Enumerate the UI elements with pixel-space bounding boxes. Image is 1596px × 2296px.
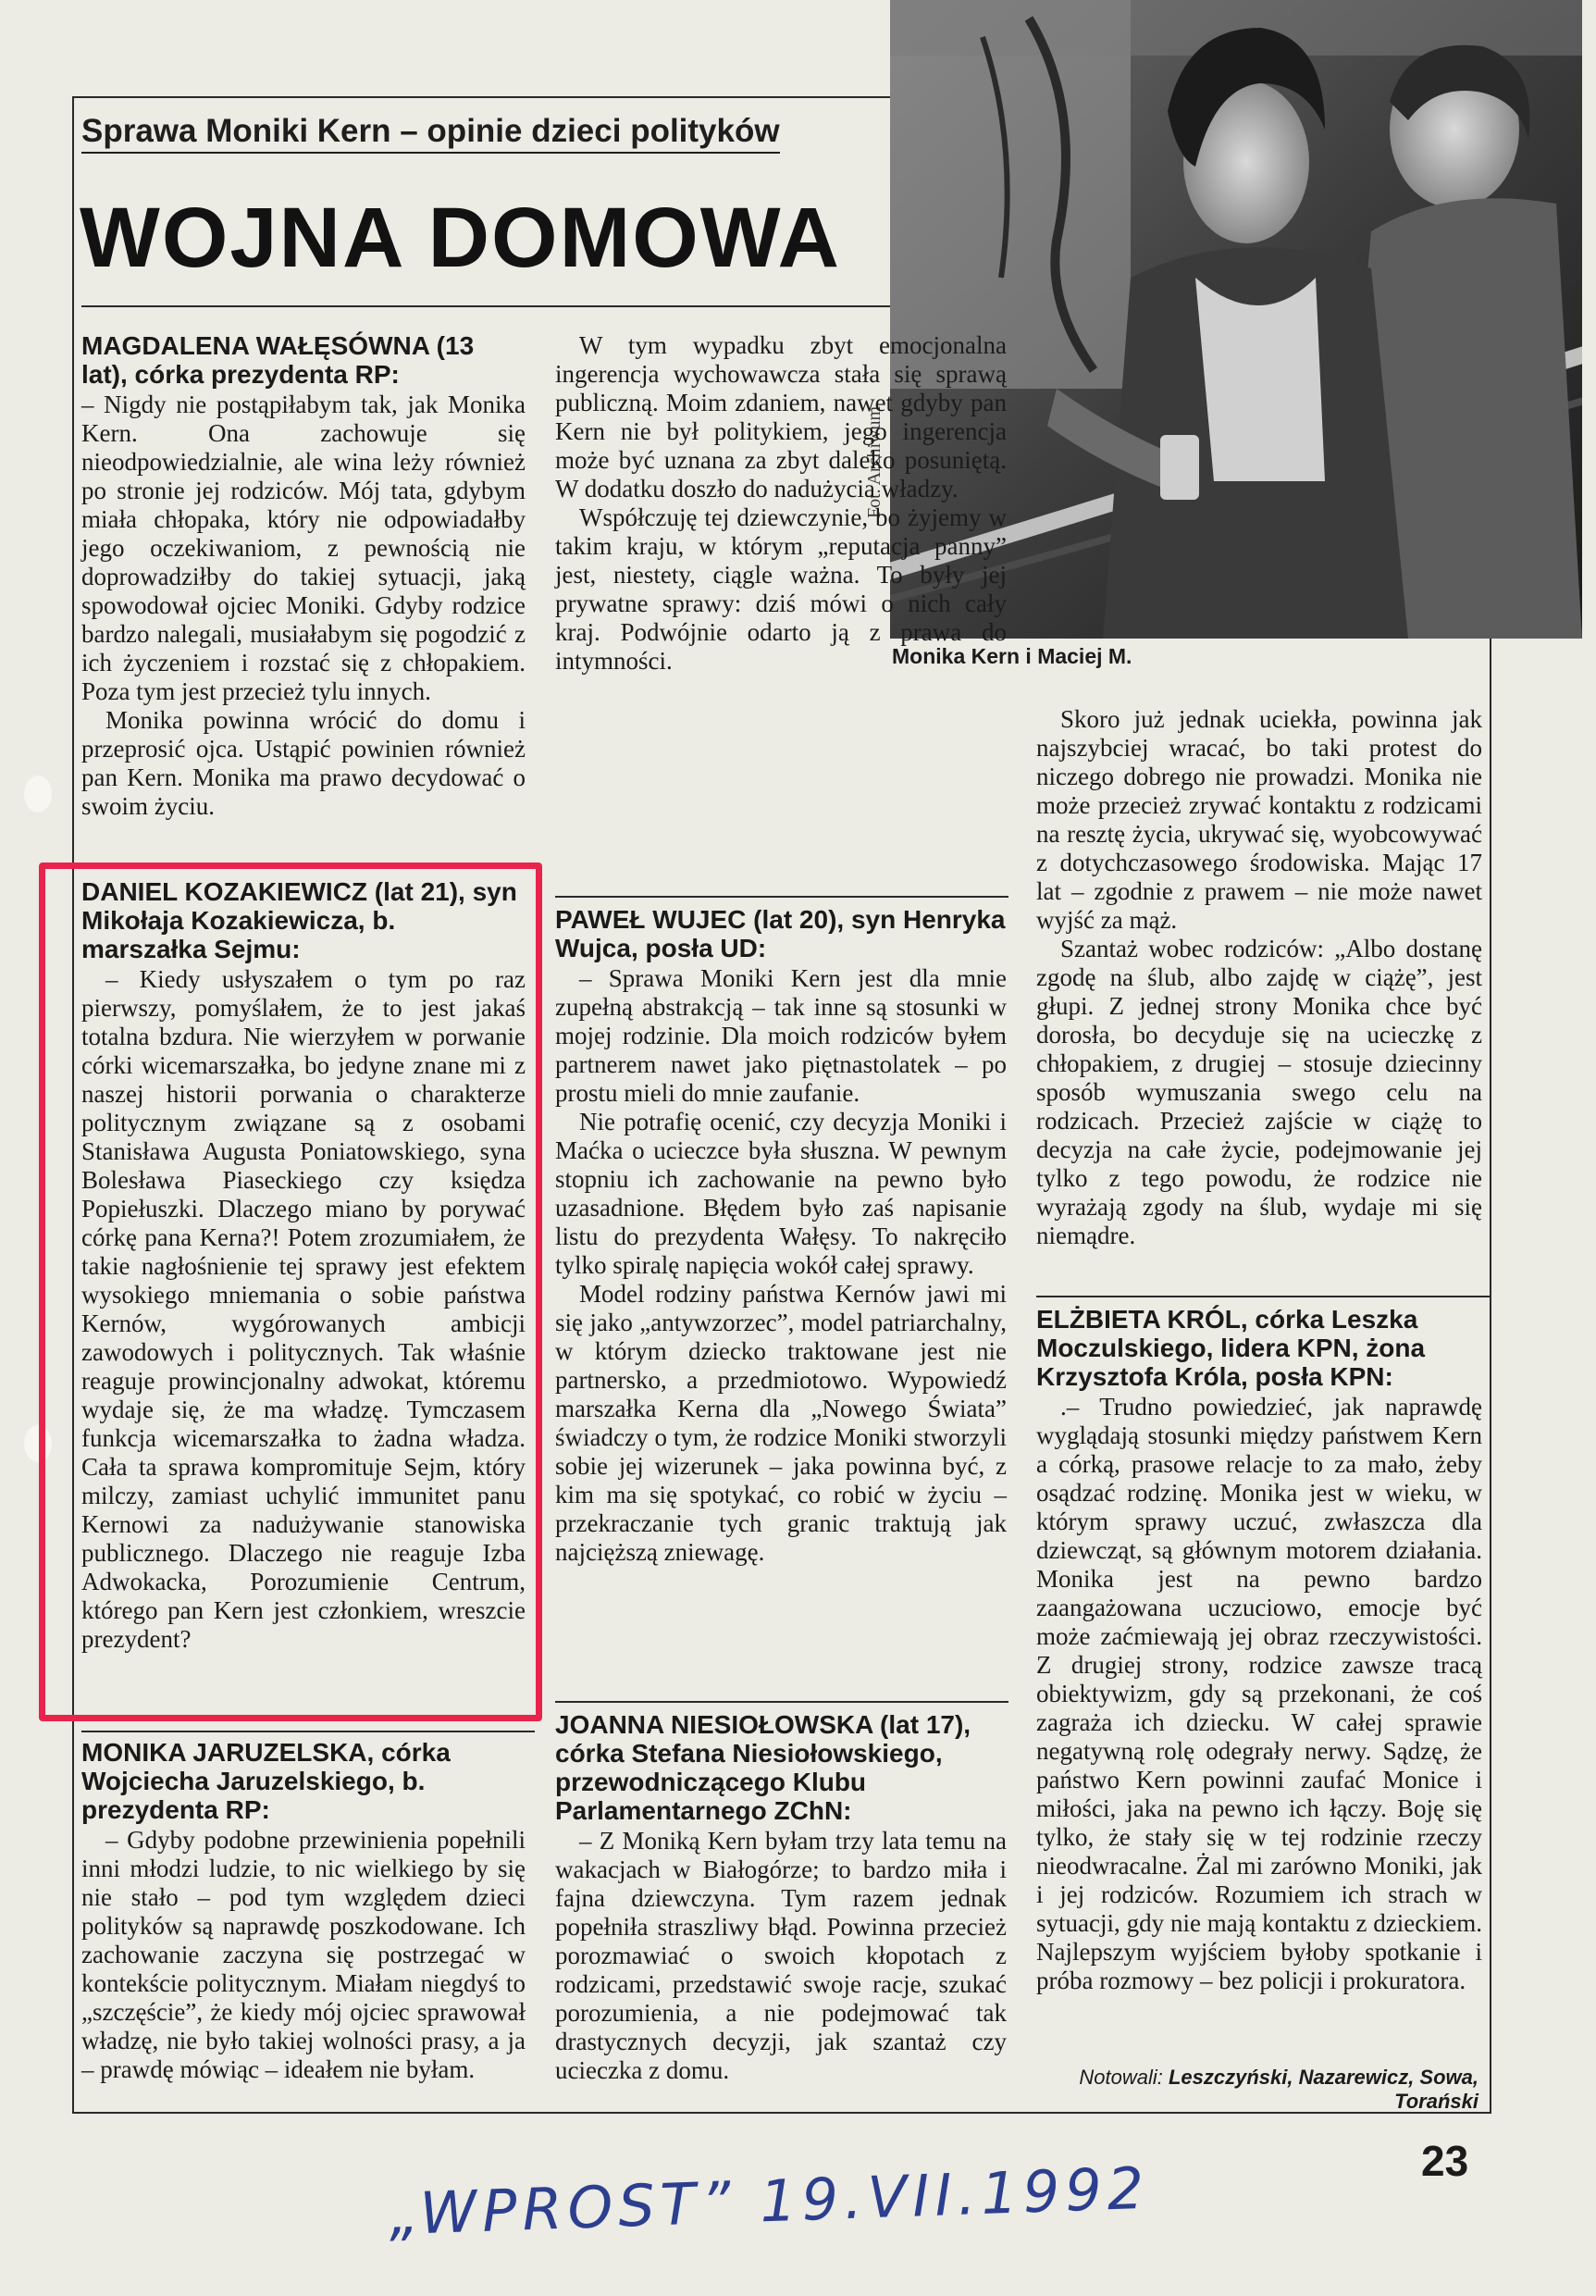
- photo-caption: Monika Kern i Maciej M.: [892, 644, 1132, 668]
- statement-wujec: [555, 905, 1007, 1567]
- statement-walesowna-continued: [555, 331, 1007, 676]
- column-rule: [81, 1731, 535, 1732]
- statement-paragraph: .– Trudno powiedzieć, jak naprawdę wyglądają stosunki między państwem Kern a córką, prasowe relacje to za mało, żeby osądzać rodzinę. Monika jest w wieku, w którym sprawy uczuć, zwłaszcza dla dziewcząt, są głównym motorem działania. Monika jest na pewno bardzo zaangażowana uczuciowo, emocje być może zaćmiewają jej obraz rzeczywistości. Z drugiej strony, rodzice zawsze tracą obiektywizm, gdy są przekonani, że coś zagraża ich dziecku. W całej sprawie negatywną rolę odegrały nerwy. Sądzę, że państwo Kern powinni zaufać Monice i miłości, jaka na pewno ich łączy. Boję się tylko, że stały się w tej rodzinie rzeczy nieodwracalne. Żal mi zarówno Moniki, jak i jej rodziców. Rozumiem ich strach w sytuacji, gdy nie mają kontaktu z dzieckiem. Najlepszym wyjściem byłoby spotkanie i próba rozmowy – bez policji i prokuratora.: [1036, 1393, 1482, 1994]
- credits-names: Leszczyński, Nazarewicz, Sowa, Torański: [1168, 2066, 1478, 2113]
- article-kicker: Sprawa Moniki Kern – opinie dzieci polityków: [81, 113, 780, 154]
- punch-hole: [24, 776, 52, 813]
- statement-paragraph: – Nigdy nie postąpiłabym tak, jak Monika Kern. Ona zachowuje się nieodpowiedzialnie, ale wina leży również po stronie jej rodziców. Mój tata, gdybym miała chłopaka, który nie odpowiadałby jego oczekiwaniom, z pewnością nie doprowadziłby do takiej sytuacji, jaką spowodował ojciec Moniki. Gdyby rodzice bardzo nalegali, musiałabym się pogodzić z ich życzeniem i rozstać się z chłopakiem. Poza tym jest przecież tylu innych.: [81, 391, 526, 705]
- statement-paragraph: – Kiedy usłyszałem o tym po raz pierwszy, pomyślałem, że to jest jakaś totalna bzdura. Nie wierzyłem w porwanie córki wicemarszałka, bo jedyne znane mi z naszej historii porwania o charakterze politycznym związane są z osobami Stanisława Augusta Poniatowskiego, syna Bolesława Piaseckiego czy księdza Popiełuszki. Dlaczego miano by porywać córkę pana Kerna?! Potem zrozumiałem, że takie nagłośnienie tej sprawy jest efektem wysokiego mniemania o sobie państwa Kernów, wygórowanych ambicji zawodowych i politycznych. Tak właśnie reaguje prowincjonalny adwokat, któremu wydaje się, że ma władzę. Tymczasem funkcja wicemarszałka to żadna władza. Cała ta sprawa kompromituje Sejm, który milczy, zamiast uchylić immunitet panu Kernowi za nadużywanie stanowiska publicznego. Dlaczego nie reaguje Izba Adwokacka, Porozumienie Centrum, którego pan Kern jest członkiem, wreszcie prezydent?: [81, 965, 526, 1653]
- statement-paragraph: Szantaż wobec rodziców: „Albo dostanę zgodę na ślub, albo zajdę w ciążę”, jest głupi. Z jednej strony Monika chce być dorosła, bo decyduje się na ucieczkę z chłopakiem, z drugiej – stosuje dziecinny sposób wymuszania swego celu na rodzicach. Przecież zajście w ciążę to decyzja na całe życie, podejmowanie jej tylko z tego powodu, że rodzice nie wyrażają zgody na ślub, wydaje mi się niemądre.: [1036, 935, 1482, 1249]
- statement-paragraph: Współczuję tej dziewczynie, bo żyjemy w takim kraju, w którym „reputacja panny” jest, niestety, ciągle ważna. To były jej prywatne sprawy: dziś mówi o nich cały kraj. Podwójnie odarto ją z prawa do intymności.: [555, 503, 1007, 675]
- statement-paragraph: – Z Moniką Kern byłam trzy lata temu na wakacjach w Białogórze; to bardzo miła i fajna dziewczyna. Tym razem jednak popełniła straszliwy błąd. Powinna przecież porozmawiać o swoich kłopotach z rodzicami, przedstawić swoje racje, szukać porozumienia, a nie podejmować tak drastycznych decyzji, jak szantaż czy ucieczka z domu.: [555, 1827, 1007, 2084]
- speaker-name: MONIKA JARUZELSKA, córka Wojciecha Jaruzelskiego, b. prezydenta RP:: [81, 1738, 451, 1824]
- speaker-name: PAWEŁ WUJEC (lat 20), syn Henryka Wujca, posła UD:: [555, 905, 1006, 962]
- statement-jaruzelska: [81, 1738, 526, 2084]
- statement-paragraph: Nie potrafię ocenić, czy decyzja Moniki i Maćka o ucieczce była słuszna. W pewnym stopniu ich zachowanie na pewno było uzasadnione. Błędem było zaś napisanie listu do prezydenta Wałęsy. To nakręciło tylko spiralę napięcia wokół całej sprawy.: [555, 1108, 1007, 1279]
- credits-label: Notowali:: [1079, 2066, 1163, 2089]
- photo-credit: Fot. Archiwum: [864, 405, 885, 518]
- speaker-name: JOANNA NIESIOŁOWSKA (lat 17), córka Stefana Niesiołowskiego, przewodniczącego Klubu Parlamentarnego ZChN:: [555, 1710, 971, 1825]
- statement-paragraph: Monika powinna wrócić do domu i przeprosić ojca. Ustąpić powinien również pan Kern. Monika ma prawo decydować o swoim życiu.: [81, 706, 526, 820]
- statement-paragraph: – Sprawa Moniki Kern jest dla mnie zupełną abstrakcją – tak inne są stosunki w mojej rodzinie. Dla moich rodziców byłem partnerem nawet jako piętnastolatek – po prostu mieli do mnie zaufanie.: [555, 964, 1007, 1107]
- statement-paragraph: Model rodziny państwa Kernów jawi mi się jako „antywzorzec”, model patriarchalny, w którym dziecko traktowane jest nie partnersko, a przedmiotowo. Wypowiedź marszałka Kerna dla „Nowego Świata” świadczy o tym, że rodzice Moniki stworzyli sobie jej wizerunek – jaka powinna być, z kim ma się spotykać, co robić w życiu – przekraczanie tych granic traktują jak najcięższą zniewagę.: [555, 1280, 1007, 1566]
- statement-paragraph: – Gdyby podobne przewinienia popełnili inni młodzi ludzie, to nic wielkiego by się nie stało – pod tym względem dzieci polityków są naprawdę poszkodowane. Ich zachowanie zaczyna się postrzegać w kontekście politycznym. Miałam niegdyś to „szczęście”, że kiedy mój ojciec sprawował władzę, nie było takiej wolności prasy, a ja – prawdę mówiąc – ideałem nie byłam.: [81, 1826, 526, 2083]
- column-rule: [1036, 1296, 1490, 1297]
- statement-kozakiewicz: [81, 877, 526, 1654]
- handwritten-source-note: „WPROST” 19.VII.1992: [387, 2153, 1151, 2249]
- article-headline: WOJNA DOMOWA: [80, 191, 841, 285]
- statement-paragraph: W tym wypadku zbyt emocjonalna ingerencja wychowawcza stała się sprawą publiczną. Moim zdaniem, nawet gdyby pan Kern nie był politykiem, jego ingerencja może być uznana za zbyt daleko posuniętą. W dodatku doszło do nadużycia władzy.: [555, 331, 1007, 503]
- statement-walesowna: [81, 331, 526, 821]
- statement-niesiolowska: [555, 1710, 1007, 2085]
- statement-paragraph: Skoro już jednak uciekła, powinna jak najszybciej wracać, bo taki protest do niczego dobrego nie prowadzi. Monika nie może przecież zrywać kontaktu z rodzicami na resztę życia, ukrywać się, wyobcowywać z dotychczasowego środowiska. Mając 17 lat – zgodnie z prawem – nie może nawet wyjść za mąż.: [1036, 705, 1482, 934]
- column-rule: [555, 896, 1008, 898]
- speaker-name: ELŻBIETA KRÓL, córka Leszka Moczulskiego, lidera KPN, żona Krzysztofa Króla, posła KPN:: [1036, 1305, 1426, 1391]
- speaker-name: DANIEL KOZAKIEWICZ (lat 21), syn Mikołaja Kozakiewicza, b. marszałka Sejmu:: [81, 877, 517, 963]
- statement-krol: [1036, 1305, 1482, 1995]
- speaker-name: MAGDALENA WAŁĘSÓWNA (13 lat), córka prezydenta RP:: [81, 331, 475, 389]
- page-number: 23: [1421, 2137, 1469, 2185]
- column-rule: [555, 1701, 1008, 1703]
- reporter-credits: [1036, 2066, 1478, 2114]
- statement-niesiolowska-continued: [1036, 705, 1482, 1250]
- headline-rule: [81, 305, 890, 307]
